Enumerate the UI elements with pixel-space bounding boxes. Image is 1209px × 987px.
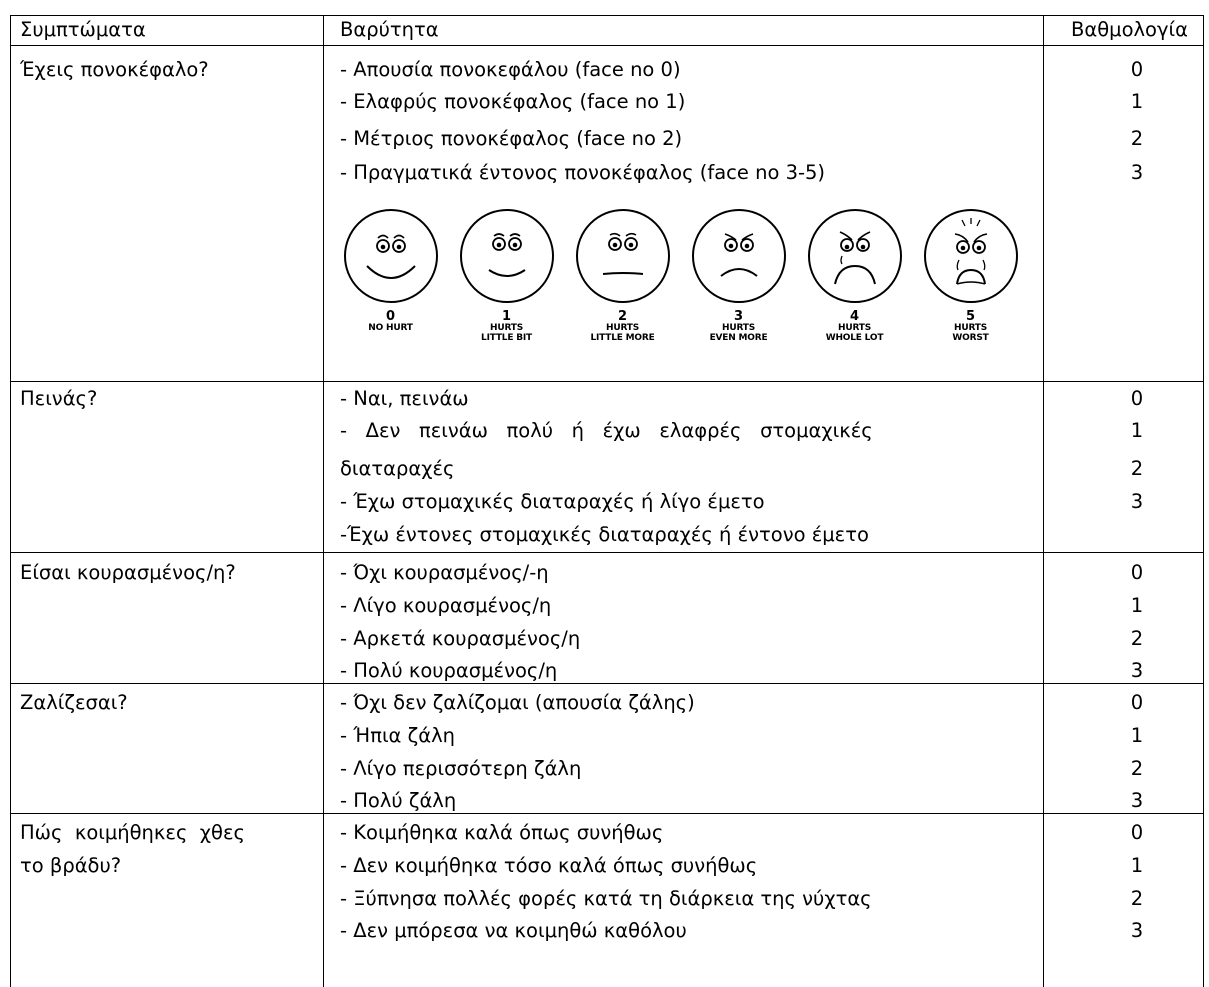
face-number: 5 — [965, 309, 976, 324]
option: - Αρκετά κουρασμένος/η — [340, 627, 581, 650]
option: - Όχι δεν ζαλίζομαι (απουσία ζάλης) — [340, 691, 695, 714]
frowning-face-icon — [689, 204, 789, 308]
table-rule — [10, 813, 1204, 814]
face-number: 0 — [385, 309, 396, 324]
option: - Όχι κουρασμένος/-η — [340, 561, 549, 584]
question-tiredness: Είσαι κουρασμένος/η? — [20, 561, 236, 584]
option: - Πραγματικά έντονος πονοκέφαλος (face no 3-5) — [340, 161, 826, 184]
score-value: 3 — [1130, 161, 1144, 184]
score-value: 3 — [1130, 919, 1144, 942]
option: - Ξύπνησα πολλές φορές κατά τη διάρκεια της νύχτας — [340, 887, 872, 910]
score-value: 2 — [1130, 757, 1144, 780]
face-1 — [449, 200, 564, 370]
face-number: 1 — [501, 309, 512, 324]
option: - Πολύ ζάλη — [340, 789, 457, 812]
option: - Δεν πεινάω πολύ ή έχω ελαφρές στομαχικές — [340, 419, 873, 442]
face-caption: LITTLE MORE — [590, 333, 655, 343]
smiling-face-icon — [341, 204, 441, 308]
face-number: 2 — [617, 309, 628, 324]
score-value: 1 — [1130, 594, 1144, 617]
question-sleep: Πώς κοιμήθηκες χθες — [20, 821, 245, 844]
score-value: 1 — [1130, 90, 1144, 113]
table-rule — [10, 683, 1204, 684]
table-rule — [1043, 15, 1044, 987]
table-rule — [10, 15, 11, 987]
score-value: 2 — [1130, 127, 1144, 150]
neutral-face-icon — [573, 204, 673, 308]
header-severity: Βαρύτητα — [340, 18, 439, 41]
option: - Δεν κοιμήθηκα τόσο καλά όπως συνήθως — [340, 854, 758, 877]
table-rule — [323, 15, 324, 987]
sad-face-icon — [805, 204, 905, 308]
face-number: 3 — [733, 309, 744, 324]
face-caption: WHOLE LOT — [825, 333, 884, 343]
option: - Λίγο κουρασμένος/η — [340, 594, 552, 617]
question-dizziness: Ζαλίζεσαι? — [20, 691, 128, 714]
header-symptoms: Συμπτώματα — [20, 18, 146, 41]
face-caption: LITTLE BIT — [481, 333, 532, 343]
score-value: 1 — [1130, 854, 1144, 877]
face-5 — [913, 200, 1028, 370]
option: -Έχω έντονες στομαχικές διαταραχές ή έντονο έμετο — [340, 523, 869, 546]
score-value: 2 — [1130, 457, 1144, 480]
option: - Έχω στομαχικές διαταραχές ή λίγο έμετο — [340, 490, 765, 513]
option: - Ήπια ζάλη — [340, 724, 455, 747]
option: - Πολύ κουρασμένος/η — [340, 659, 558, 682]
slight-smile-face-icon — [457, 204, 557, 308]
question-hunger: Πεινάς? — [20, 387, 98, 410]
option: - Δεν μπόρεσα να κοιμηθώ καθόλου — [340, 919, 687, 942]
face-0 — [333, 200, 448, 370]
header-score: Βαθμολογία — [1071, 18, 1188, 41]
score-value: 3 — [1130, 789, 1144, 812]
face-caption: HURTS — [722, 323, 755, 333]
score-value: 3 — [1130, 490, 1144, 513]
face-number: 4 — [849, 309, 860, 324]
face-caption: WORST — [952, 333, 989, 343]
table-rule — [10, 45, 1204, 46]
option: - Απουσία πονοκεφάλου (face no 0) — [340, 58, 681, 81]
faces-pain-scale — [333, 200, 1039, 370]
option: - Ναι, πεινάω — [340, 387, 469, 410]
face-caption: EVEN MORE — [709, 333, 768, 343]
score-value: 0 — [1130, 691, 1144, 714]
score-value: 1 — [1130, 419, 1144, 442]
score-value: 1 — [1130, 724, 1144, 747]
face-4 — [797, 200, 912, 370]
score-value: 3 — [1130, 659, 1144, 682]
score-value: 2 — [1130, 887, 1144, 910]
face-caption: HURTS — [954, 323, 987, 333]
score-value: 0 — [1130, 821, 1144, 844]
option: - Κοιμήθηκα καλά όπως συνήθως — [340, 821, 664, 844]
score-value: 2 — [1130, 627, 1144, 650]
table-rule — [1203, 15, 1204, 987]
question-sleep-cont: το βράδυ? — [20, 854, 122, 877]
score-value: 0 — [1130, 58, 1144, 81]
face-caption: NO HURT — [368, 323, 413, 333]
score-value: 0 — [1130, 561, 1144, 584]
crying-face-icon — [921, 204, 1021, 308]
option: διαταραχές — [340, 457, 455, 480]
option: - Ελαφρύς πονοκέφαλος (face no 1) — [340, 90, 686, 113]
option: - Λίγο περισσότερη ζάλη — [340, 757, 582, 780]
face-2 — [565, 200, 680, 370]
question-headache: Έχεις πονοκέφαλο? — [20, 58, 209, 81]
table-rule — [10, 381, 1204, 382]
face-caption: HURTS — [838, 323, 871, 333]
table-rule — [10, 552, 1204, 553]
face-caption: HURTS — [606, 323, 639, 333]
table-rule — [10, 15, 1204, 16]
face-caption: HURTS — [490, 323, 523, 333]
face-3 — [681, 200, 796, 370]
option: - Μέτριος πονοκέφαλος (face no 2) — [340, 127, 683, 150]
score-value: 0 — [1130, 387, 1144, 410]
